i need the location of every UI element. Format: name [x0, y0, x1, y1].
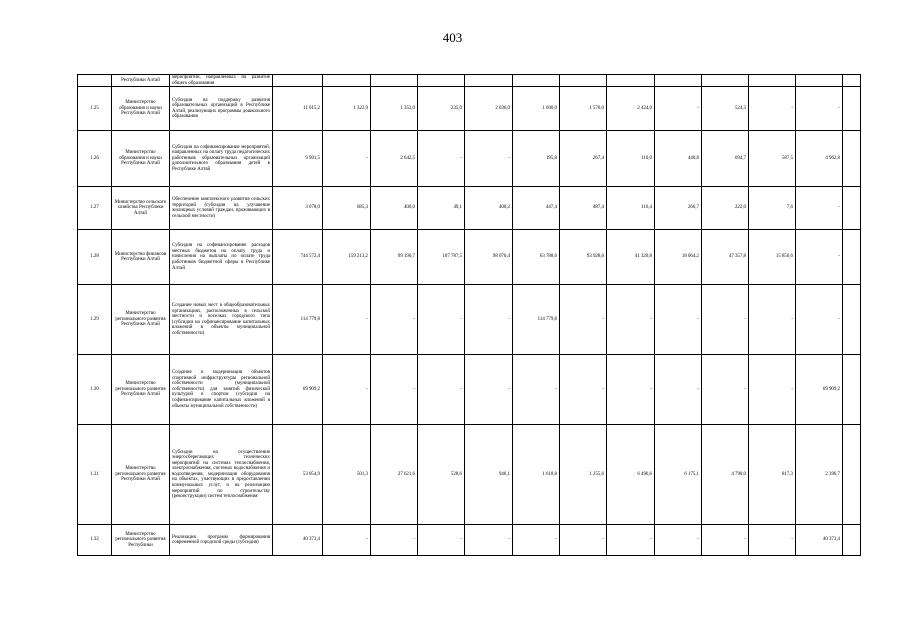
row-number: 1.27 — [78, 187, 112, 230]
value-cell: - — [702, 525, 749, 556]
value-cell: 40 373,4 — [796, 525, 843, 556]
value-cell: 694,7 — [702, 131, 749, 187]
value-cell: 946,1 — [465, 425, 513, 525]
value-cell: 11 015,2 — [273, 87, 323, 131]
table-row — [78, 525, 861, 556]
executor-cell: Министерство регионального развития Республики — [112, 525, 170, 556]
value-cell: 40 373,4 — [273, 525, 323, 556]
value-cell: - — [371, 355, 418, 425]
value-cell: 487,4 — [560, 187, 607, 230]
budget-table — [77, 74, 861, 556]
value-cell — [607, 75, 655, 87]
value-cell: 4 790,0 — [702, 425, 749, 525]
value-cell: - — [513, 355, 560, 425]
value-cell: 440,8 — [655, 131, 702, 187]
value-cell: 400,2 — [465, 187, 513, 230]
value-cell: - — [655, 525, 702, 556]
value-cell: - — [323, 525, 371, 556]
table-row — [78, 131, 861, 187]
description-cell: Субсидии на осуществление энергосберегающих технических мероприятий на системах теплоснабжения, электроснабжения, системах водоснабжения и водоотведения, модернизация оборудования на объектах, участвующих в предоставлении коммунальных услуг, и на реализацию мероприятий по строительству (реконструкции) систем теплоснабжения — [170, 425, 273, 525]
value-cell — [702, 75, 749, 87]
table-row — [78, 87, 861, 131]
table-body — [78, 75, 861, 556]
table-row — [78, 230, 861, 285]
executor-cell: Республики Алтай — [112, 75, 170, 87]
value-cell: - — [560, 525, 607, 556]
value-cell: 267,4 — [560, 131, 607, 187]
value-cell: 1 255,6 — [560, 425, 607, 525]
value-cell: 98 070,4 — [465, 230, 513, 285]
value-cell: 2 424,0 — [607, 87, 655, 131]
value-cell: 99 190,7 — [371, 230, 418, 285]
description-cell: Реализация программ формирования современной городской среды (субсидия) — [170, 525, 273, 556]
value-cell: 69 909,2 — [796, 355, 843, 425]
value-cell: 41 320,8 — [607, 230, 655, 285]
row-number: 1.31 — [78, 425, 112, 525]
value-cell: 6 175,1 — [655, 425, 702, 525]
value-cell: 47 357,8 — [702, 230, 749, 285]
value-cell: 4 962,8 — [796, 131, 843, 187]
value-cell: - — [702, 285, 749, 355]
value-cell — [465, 75, 513, 87]
value-cell: 69 909,2 — [273, 355, 323, 425]
value-cell: - — [323, 355, 371, 425]
value-cell — [843, 355, 861, 425]
value-cell: 195,8 — [513, 131, 560, 187]
value-cell: - — [560, 355, 607, 425]
value-cell: - — [796, 87, 843, 131]
value-cell — [843, 525, 861, 556]
row-number: 1.29 — [78, 285, 112, 355]
value-cell: - — [323, 131, 371, 187]
value-cell: - — [796, 285, 843, 355]
page-number: 403 — [442, 30, 463, 45]
value-cell — [273, 75, 323, 87]
table-row — [78, 355, 861, 425]
value-cell: - — [749, 355, 796, 425]
value-cell — [323, 75, 371, 87]
value-cell: 817,3 — [749, 425, 796, 525]
value-cell: - — [465, 525, 513, 556]
value-cell — [843, 425, 861, 525]
table-row — [78, 425, 861, 525]
value-cell: 1 322,9 — [323, 87, 371, 131]
value-cell: 1 570,0 — [560, 87, 607, 131]
value-cell — [796, 75, 843, 87]
row-number — [78, 75, 112, 87]
value-cell: 93 928,6 — [560, 230, 607, 285]
value-cell — [843, 75, 861, 87]
value-cell: 1 353,0 — [371, 87, 418, 131]
value-cell: - — [796, 187, 843, 230]
value-cell — [418, 75, 465, 87]
value-cell: 49,1 — [418, 187, 465, 230]
row-number: 1.25 — [78, 87, 112, 131]
value-cell: - — [749, 525, 796, 556]
value-cell — [843, 187, 861, 230]
value-cell: - — [655, 285, 702, 355]
value-cell: 3 078,0 — [273, 187, 323, 230]
value-cell: 1 600,0 — [513, 87, 560, 131]
value-cell: - — [465, 131, 513, 187]
value-cell: - — [607, 525, 655, 556]
description-cell: Обеспечение комплексного развития сельских территорий (субсидия на улучшение жилищных условий граждан, проживающих в сельской местности) — [170, 187, 273, 230]
value-cell: 2 396,7 — [796, 425, 843, 525]
value-cell: 63 788,6 — [513, 230, 560, 285]
value-cell: 116,4 — [607, 187, 655, 230]
description-cell: Субсидия на софинансирование расходов местных бюджетов на оплату труда и начисления на выплаты по оплате труда работников бюджетной сферы в Республике Алтай — [170, 230, 273, 285]
value-cell: 110,0 — [607, 131, 655, 187]
value-cell: 524,3 — [702, 87, 749, 131]
value-cell: 744 572,4 — [273, 230, 323, 285]
value-cell: 114 779,8 — [513, 285, 560, 355]
description-cell: Создание и модернизация объектов спортивной инфраструктуры региональной собственности (муниципальной собственности) для занятий физической культурой и спортом (субсидии на софинансирование капитальных вложений в объекты муниципальной собственности) — [170, 355, 273, 425]
value-cell: 685,3 — [323, 187, 371, 230]
description-cell: Субсидия на софинансирование мероприятий, направленных на оплату труда педагогических работников образовательных организаций дополнительного образования детей в Республике Алтай — [170, 131, 273, 187]
value-cell: 1 618,8 — [513, 425, 560, 525]
row-number: 1.28 — [78, 230, 112, 285]
value-cell — [749, 75, 796, 87]
value-cell — [843, 131, 861, 187]
row-number: 1.26 — [78, 131, 112, 187]
value-cell: 501,3 — [323, 425, 371, 525]
executor-cell: Министерство образования и науки Республики Алтай — [112, 131, 170, 187]
description-cell: Создание новых мест в общеобразовательных организациях, расположенных в сельской местности и поселках городского типа (субсидии на софинансирование капитальных вложений в объекты муниципальной собственности) — [170, 285, 273, 355]
table-row — [78, 75, 861, 87]
value-cell: 2 036,0 — [465, 87, 513, 131]
value-cell: - — [418, 355, 465, 425]
value-cell: - — [607, 285, 655, 355]
value-cell: 6 496,6 — [607, 425, 655, 525]
executor-cell: Министерство образования и науки Республики Алтай — [112, 87, 170, 131]
value-cell: - — [796, 230, 843, 285]
value-cell: 7,6 — [749, 187, 796, 230]
value-cell: - — [371, 285, 418, 355]
value-cell: 114 779,8 — [273, 285, 323, 355]
value-cell: - — [418, 525, 465, 556]
value-cell: 400,0 — [371, 187, 418, 230]
value-cell: 159 213,2 — [323, 230, 371, 285]
value-cell: - — [702, 355, 749, 425]
value-cell: 18 064,2 — [655, 230, 702, 285]
description-cell: Субсидия на поддержку развития образовательных организаций в Республике Алтай, реализующих программы дошкольного образования — [170, 87, 273, 131]
value-cell: - — [749, 87, 796, 131]
value-cell: 2 642,5 — [371, 131, 418, 187]
executor-cell: Министерство регионального развития Республики Алтай — [112, 285, 170, 355]
value-cell: 107 787,5 — [418, 230, 465, 285]
value-cell: - — [323, 285, 371, 355]
value-cell: - — [418, 131, 465, 187]
value-cell: 27 621,6 — [371, 425, 418, 525]
table-row — [78, 285, 861, 355]
value-cell: 53 054,9 — [273, 425, 323, 525]
value-cell — [513, 75, 560, 87]
value-cell: 587,5 — [749, 131, 796, 187]
value-cell — [560, 75, 607, 87]
value-cell: - — [465, 355, 513, 425]
description-cell: мероприятий, направленных на развитие общего образования — [170, 75, 273, 87]
value-cell: 15 850,6 — [749, 230, 796, 285]
value-cell: - — [513, 525, 560, 556]
value-cell: - — [655, 87, 702, 131]
value-cell: 9 901,5 — [273, 131, 323, 187]
value-cell: - — [607, 355, 655, 425]
executor-cell: Министерство финансов Республики Алтай — [112, 230, 170, 285]
value-cell: 266,7 — [655, 187, 702, 230]
value-cell: - — [418, 285, 465, 355]
value-cell — [843, 285, 861, 355]
value-cell: 528,6 — [418, 425, 465, 525]
value-cell — [843, 230, 861, 285]
value-cell: 447,4 — [513, 187, 560, 230]
value-cell: 222,0 — [702, 187, 749, 230]
value-cell: - — [371, 525, 418, 556]
table-row — [78, 187, 861, 230]
executor-cell: Министерство регионального развития Республики Алтай — [112, 425, 170, 525]
executor-cell: Министерство регионального развития Республики Алтай — [112, 355, 170, 425]
row-number: 1.30 — [78, 355, 112, 425]
value-cell: - — [465, 285, 513, 355]
value-cell: - — [749, 285, 796, 355]
value-cell: 235,0 — [418, 87, 465, 131]
row-number: 1.32 — [78, 525, 112, 556]
value-cell: - — [560, 285, 607, 355]
value-cell: - — [655, 355, 702, 425]
executor-cell: Министерство сельского хозяйства Республики Алтай — [112, 187, 170, 230]
value-cell — [371, 75, 418, 87]
value-cell — [655, 75, 702, 87]
value-cell — [843, 87, 861, 131]
